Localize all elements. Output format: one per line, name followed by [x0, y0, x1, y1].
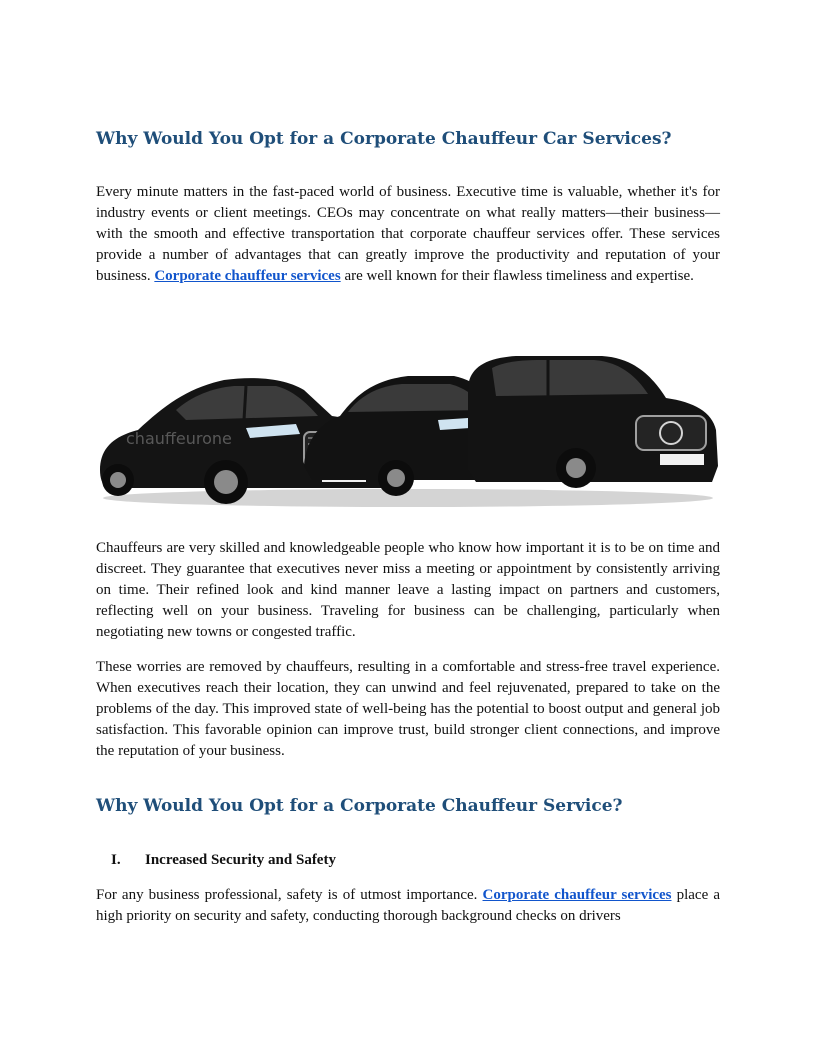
corporate-chauffeur-services-link-2[interactable]: Corporate chauffeur services: [482, 887, 672, 903]
heading-chauffeur-service: Why Would You Opt for a Corporate Chauffeur Service?: [96, 796, 623, 816]
van-right: [468, 356, 718, 488]
intro-paragraph: [96, 182, 720, 287]
section-number: I.: [111, 852, 121, 868]
section-title: Increased Security and Safety: [145, 852, 336, 868]
brand-logo-text-1: chauffeurone: [126, 429, 232, 448]
section-heading-security: [111, 852, 336, 869]
safety-text-start: For any business professional, safety is of utmost importance.: [96, 887, 483, 903]
chauffeur-cars-image: [96, 350, 720, 510]
corporate-chauffeur-services-link[interactable]: Corporate chauffeur services: [154, 268, 341, 284]
safety-text-end: place a high priority on security and safety, conducting thorough background checks on drivers: [96, 887, 720, 924]
intro-text-start: Every minute matters in the fast-paced world of business. Executive time is valuable, whether it's for industry events or client meetings. CEOs may concentrate on what really matters—their business—with the smooth and effective transportation that corporate chauffeur services offer. These services provide a number of advantages that can greatly improve the productivity and reputation of your business.: [96, 184, 720, 284]
worries-paragraph: These worries are removed by chauffeurs, resulting in a comfortable and stress-free travel experience. When executives reach their location, they can unwind and feel rejuvenated, prepared to take on the problems of the day. This improved state of well-being has the potential to boost output and general job satisfaction. This favorable opinion can improve trust, build stronger client connections, and improve the reputation of your business.: [96, 659, 720, 759]
safety-paragraph: [96, 885, 720, 927]
intro-text-end: are well known for their flawless timeliness and expertise.: [340, 268, 694, 284]
chauffeurs-paragraph: Chauffeurs are very skilled and knowledgeable people who know how important it is to be on time and discreet. They guarantee that executives never miss a meeting or appointment by consistently arriving on time. Their refined look and kind manner leave a lasting impact on partners and customers, reflecting well on your business. Traveling for business can be challenging, particularly when negotiating new towns or congested traffic.: [96, 540, 720, 640]
car-shadow: [103, 489, 713, 507]
heading-car-services: Why Would You Opt for a Corporate Chauffeur Car Services?: [96, 129, 672, 149]
